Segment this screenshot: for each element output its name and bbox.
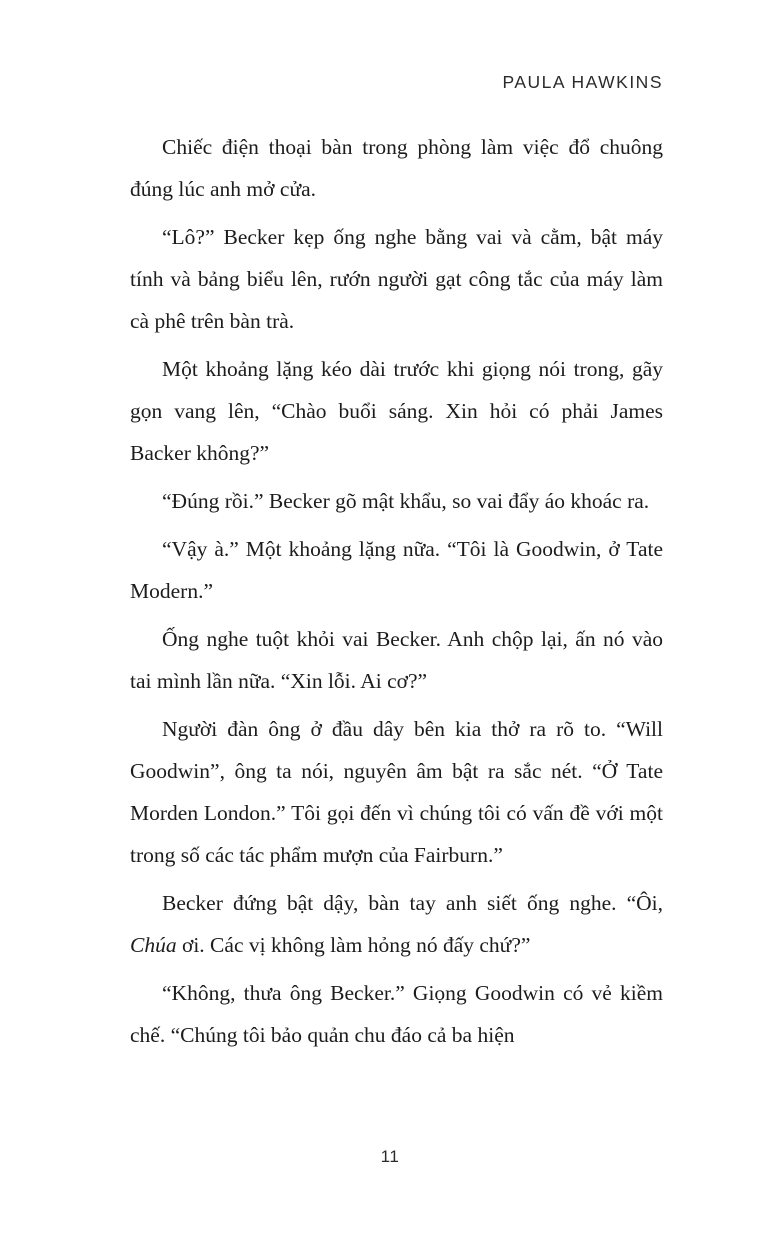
text-run: “Lô?” Becker kẹp ống nghe bằng vai và cằm, bật máy tính và bảng biểu lên, rướn người gạt công tắc của máy làm cà phê trên bàn trà. [130,225,663,333]
text-run: ơi. Các vị không làm hỏng nó đấy chứ?” [176,933,531,957]
paragraph [130,708,663,876]
paragraph [130,216,663,342]
paragraph [130,882,663,966]
text-run: Người đàn ông ở đầu dây bên kia thở ra rõ to. “Will Goodwin”, ông ta nói, nguyên âm bật ra sắc nét. “Ở Tate Morden London.” Tôi gọi đến vì chúng tôi có vấn đề với một trong số các tác phẩm mượn của Fairburn.” [130,717,663,867]
text-run: Chiếc điện thoại bàn trong phòng làm việc đổ chuông đúng lúc anh mở cửa. [130,135,663,201]
paragraph [130,126,663,210]
paragraph [130,618,663,702]
text-run: Một khoảng lặng kéo dài trước khi giọng nói trong, gãy gọn vang lên, “Chào buổi sáng. Xin hỏi có phải James Backer không?” [130,357,663,465]
page-number: 11 [380,1147,400,1166]
text-run: “Không, thưa ông Becker.” Giọng Goodwin có vẻ kiềm chế. “Chúng tôi bảo quản chu đáo cả ba hiện [130,981,663,1047]
italic-text-run: Chúa [130,933,177,957]
paragraph [130,480,663,522]
paragraph [130,528,663,612]
text-run: Ống nghe tuột khỏi vai Becker. Anh chộp lại, ấn nó vào tai mình lần nữa. “Xin lỗi. Ai cơ?” [130,627,663,693]
running-header-author: PAULA HAWKINS [502,72,663,92]
paragraph [130,972,663,1056]
text-run: “Đúng rồi.” Becker gõ mật khẩu, so vai đẩy áo khoác ra. [162,489,650,513]
paragraph [130,348,663,474]
text-run: “Vậy à.” Một khoảng lặng nữa. “Tôi là Goodwin, ở Tate Modern.” [130,537,663,603]
page-body-text [130,126,663,1062]
text-run: Becker đứng bật dậy, bàn tay anh siết ống nghe. “Ôi, [162,891,663,915]
